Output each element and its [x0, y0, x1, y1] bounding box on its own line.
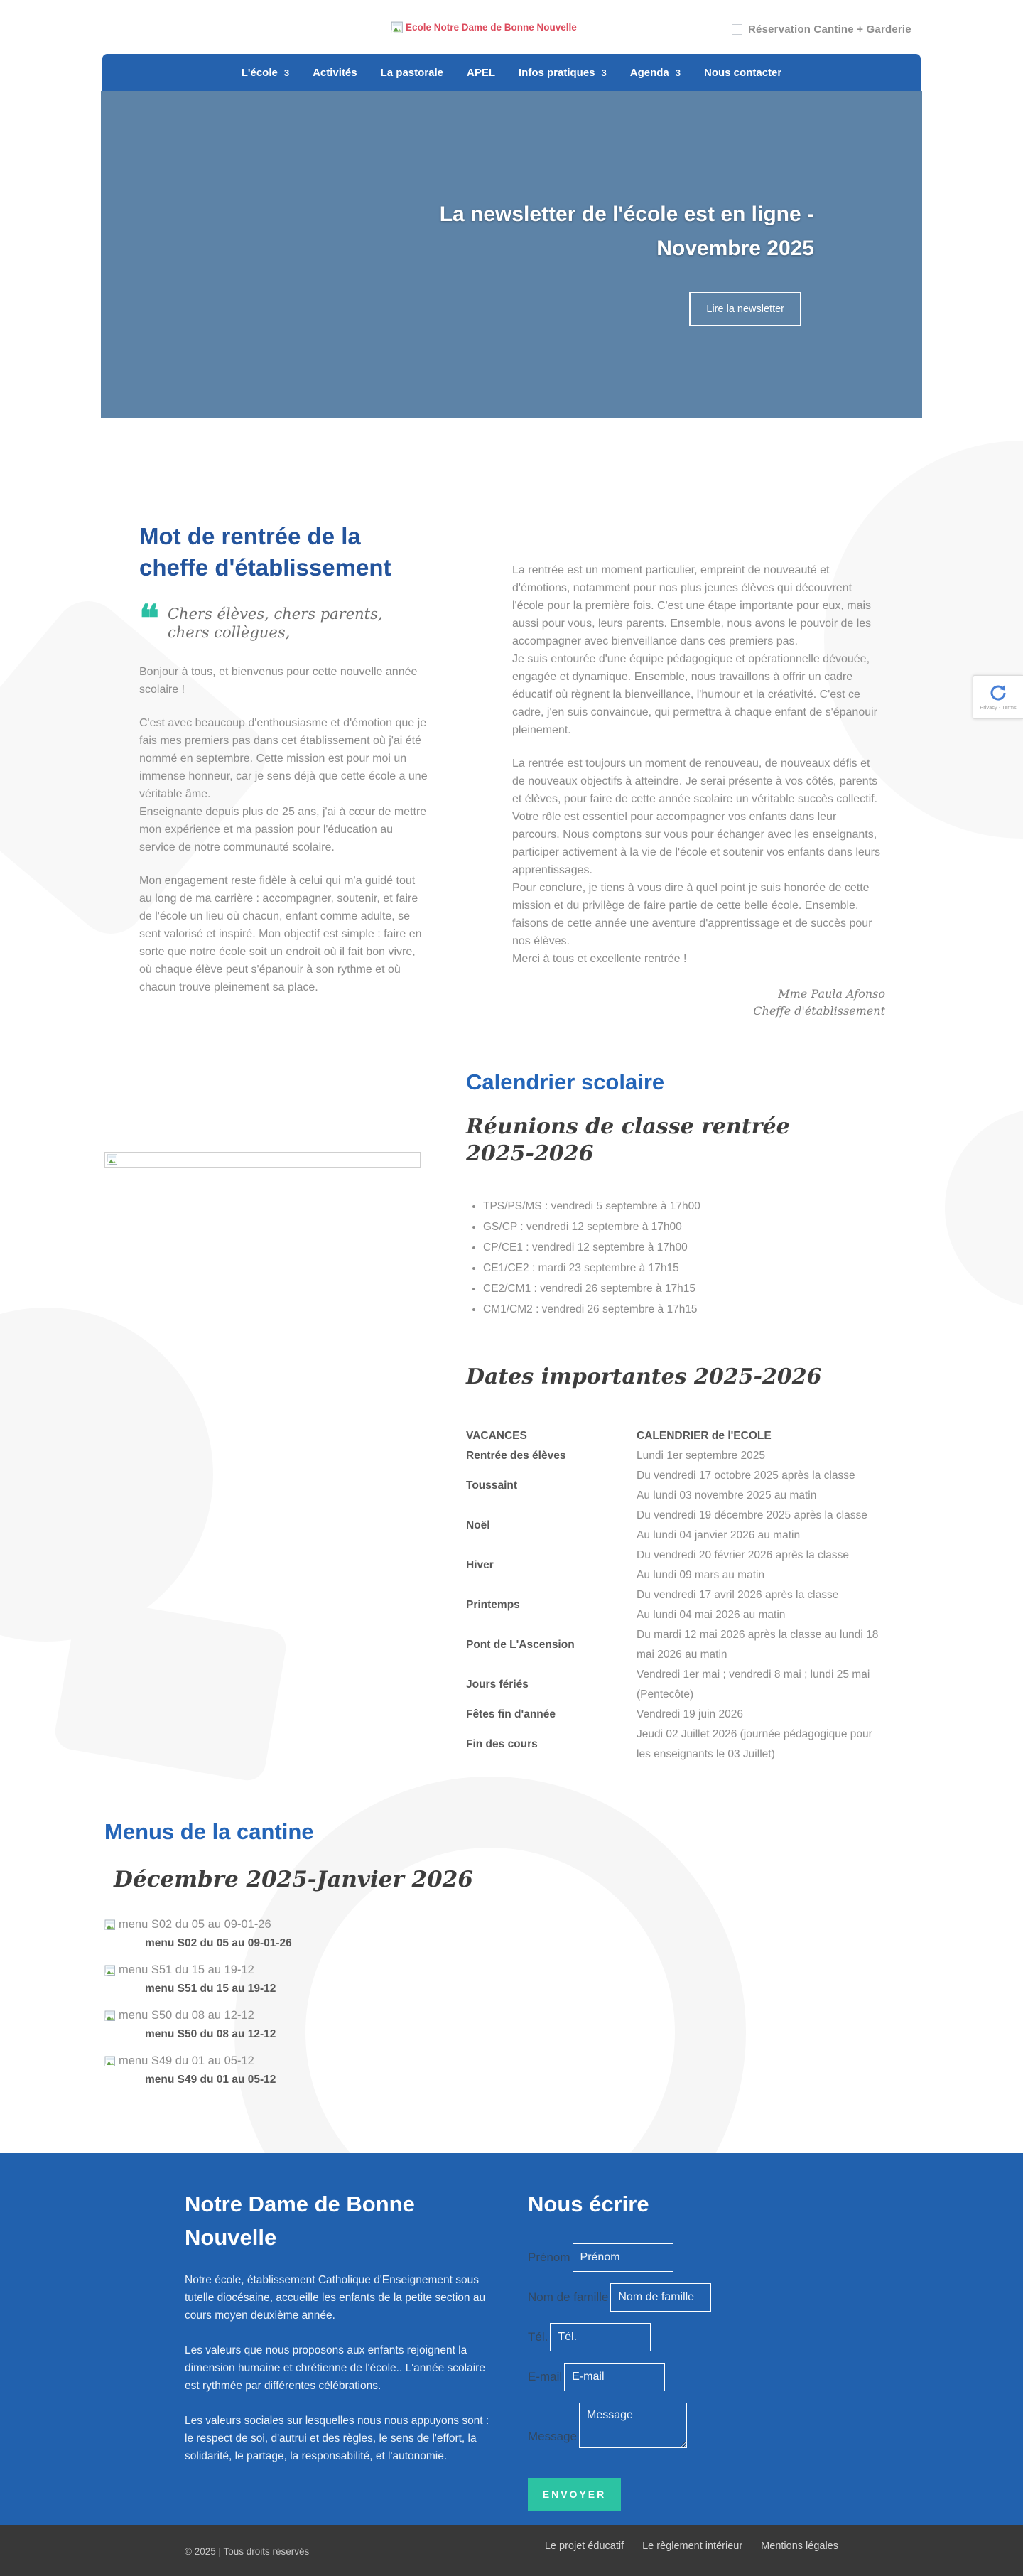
dropdown-caret-icon: 3 [675, 67, 681, 78]
table-row: Pont de L'Ascension Du mardi 12 mai 2026 après la classe au lundi 18 mai 2026 au matin [466, 1629, 879, 1661]
menus-title: Menus de la cantine [104, 1819, 314, 1844]
table-row: Fin des cours Jeudi 02 Juillet 2026 (journée pédagogique pour les enseignants le 03 Juillet) [466, 1728, 872, 1760]
nav-item-activites[interactable]: Activités [313, 66, 357, 79]
menu-caption: menu S51 du 15 au 19-12 [145, 1983, 276, 1995]
form-row [528, 2283, 940, 2312]
form-row [528, 2403, 940, 2448]
dropdown-caret-icon: 3 [601, 67, 607, 78]
list-item: • GS/CP : vendredi 12 septembre à 17h00 [483, 1217, 885, 1237]
paragraph: Notre école, établissement Catholique d'Enseignement sous tutelle diocésaine, accueille les enfants de la petite section au cours moyen deuxième année. [185, 2274, 486, 2322]
nav-item-lecole[interactable]: L'école 3 [241, 66, 290, 79]
decorative-circle [945, 1109, 1023, 1308]
paragraph: C'est avec beaucoup d'enthousiasme et d'émotion que je fais mes premiers pas dans cet établissement où j'ai été nommé en septembre. Cette mission est pour moi un immense honneur, car je sens déjà que cette école a une véritable âme. [139, 717, 428, 800]
contact-form-title: Nous écrire [528, 2192, 649, 2216]
lastname-field[interactable] [610, 2283, 711, 2312]
footer-about-column [185, 2187, 492, 2465]
field-label: Message [528, 2430, 577, 2443]
paragraph: Merci à tous et excellente rentrée ! [512, 953, 687, 965]
form-row [528, 2363, 940, 2391]
menu-pdf-link[interactable]: menu S51 du 15 au 19-12 [104, 1963, 644, 1978]
list-item: • CE2/CM1 : vendredi 26 septembre à 17h15 [483, 1278, 885, 1299]
link-reglement-interieur[interactable]: Le règlement intérieur [642, 2540, 743, 2552]
menu-pdf-link[interactable]: menu S02 du 05 au 09-01-26 [104, 1917, 644, 1932]
broken-image-icon [104, 1919, 116, 1931]
reservation-link[interactable] [732, 23, 911, 36]
hero-banner [101, 91, 922, 418]
list-item: • CP/CE1 : vendredi 12 septembre à 17h00 [483, 1237, 885, 1258]
field-label: Tél. [528, 2330, 548, 2344]
paragraph: Enseignante depuis plus de 25 ans, j'ai à cœur de mettre mon expérience et ma passion pour l'éducation au service de notre communauté scolaire. [139, 806, 427, 853]
paragraph: Mon engagement reste fidèle à celui qui m'a guidé tout au long de ma carrière : accompagner, soutenir, et faire de l'école un lieu où chacun, enfant comme adulte, se sent valorisé et inspiré. Mon objectif est simple : faire en sorte que notre école soit un endroit où il fait bon vivre, où chaque élève peut s'épanouir à son rythme et où chacun trouve pleinement sa place. [139, 875, 422, 993]
dates-table [466, 1426, 885, 1764]
contact-form [528, 2243, 940, 2511]
paragraph: Bonjour à tous, et bienvenus pour cette nouvelle année scolaire ! [139, 666, 418, 696]
dates-title: Dates importantes 2025-2026 [466, 1364, 822, 1389]
recaptcha-badge[interactable] [973, 675, 1023, 719]
menu-pdf-link[interactable]: menu S50 du 08 au 12-12 [104, 2008, 644, 2023]
nav-item-infos-pratiques[interactable]: Infos pratiques 3 [519, 66, 607, 79]
send-button[interactable]: ENVOYER [528, 2478, 621, 2511]
nav-item-nous-contacter[interactable]: Nous contacter [704, 66, 782, 79]
dropdown-caret-icon: 3 [283, 67, 290, 78]
mot-title: Mot de rentrée de la cheffe d'établissement [139, 523, 391, 581]
list-item [104, 2008, 644, 2042]
menu-caption: menu S02 du 05 au 09-01-26 [145, 1937, 292, 1949]
quote-text: Chers élèves, chers parents, chers collègues, [167, 605, 383, 641]
calendrier-section [466, 1069, 885, 1764]
broken-image-icon [104, 2056, 116, 2067]
copyright-text: © 2025 | Tous droits réservés [185, 2546, 310, 2557]
paragraph: Pour conclure, je tiens à vous dire à quel point je suis honorée de cette mission et du privilège de faire partie de cette belle école. Ensemble, faisons de cette année une aventure d'apprentissage et de succès pour nos élèves. [512, 882, 872, 947]
link-projet-educatif[interactable]: Le projet éducatif [544, 2540, 624, 2552]
table-row: Printemps Du vendredi 17 avril 2026 après la classe Au lundi 04 mai 2026 au matin [466, 1589, 839, 1621]
table-row: Fêtes fin d'année Vendredi 19 juin 2026 [466, 1708, 743, 1720]
field-label: Nom de famille [528, 2290, 609, 2304]
bottom-links [545, 2540, 838, 2552]
recaptcha-terms[interactable]: Privacy - Terms [980, 704, 1017, 711]
paragraph: Les valeurs que nous proposons aux enfants rejoignent la dimension humaine et chrétienne de l'école.. L'année scolaire est rythmée par différentes célébrations. [185, 2344, 485, 2392]
list-item: • CM1/CM2 : vendredi 26 septembre à 17h15 [483, 1299, 885, 1320]
table-row: Noël Du vendredi 19 décembre 2025 après la classe Au lundi 04 janvier 2026 au matin [466, 1509, 867, 1541]
menus-subtitle: Décembre 2025-Janvier 2026 [114, 1867, 473, 1892]
footer [0, 2153, 1023, 2525]
field-label: E-mail [528, 2370, 563, 2383]
mot-left-column [139, 521, 428, 1020]
read-newsletter-button[interactable]: Lire la newsletter [689, 292, 801, 326]
message-field[interactable] [579, 2403, 687, 2448]
form-row [528, 2243, 940, 2272]
broken-image-icon [104, 1965, 116, 1976]
table-header-row: VACANCES CALENDRIER de l'ECOLE [466, 1430, 772, 1442]
paragraph: Je suis entourée d'une équipe pédagogique et opérationnelle dévouée, engagée et dynamique. Ensemble, nous travaillons à offrir un cadre éducatif où règnent la bienveillance, l'humour et la créativité. C'est ce cadre, j'en suis convaincue, qui permettra à chaque enfant de s'épanouir pleinement. [512, 653, 877, 736]
table-row: Hiver Du vendredi 20 février 2026 après la classe Au lundi 09 mars au matin [466, 1549, 849, 1581]
reservation-icon [732, 24, 742, 35]
nav-item-pastorale[interactable]: La pastorale [380, 66, 443, 79]
form-row [528, 2323, 940, 2351]
broken-image-icon [391, 21, 404, 34]
menus-section [104, 1819, 644, 2099]
quote-block [139, 597, 428, 642]
recaptcha-icon [990, 684, 1007, 701]
reunions-title: Réunions de classe rentrée 2025-2026 [466, 1114, 790, 1166]
paragraph: Les valeurs sociales sur lesquelles nous nous appuyons sont : le respect de soi, d'autrui et des règles, le sens de l'effort, la solidarité, le partage, la responsabilité, et l'autonomie. [185, 2415, 489, 2462]
footer-title: Notre Dame de Bonne Nouvelle [185, 2192, 415, 2250]
main-navbar [102, 54, 921, 91]
broken-image-icon [104, 2010, 116, 2022]
nav-item-apel[interactable]: APEL [467, 66, 496, 79]
field-label: Prénom [528, 2251, 570, 2264]
menu-pdf-link[interactable]: menu S49 du 01 au 05-12 [104, 2054, 644, 2069]
decorative-rectangle [53, 1596, 289, 1784]
calendrier-title: Calendrier scolaire [466, 1069, 665, 1094]
broken-image-icon [107, 1154, 118, 1165]
paragraph: La rentrée est toujours un moment de renouveau, de nouveaux défis et de nouveaux objectifs à atteindre. Je serai présente à vos côtés, parents et élèves, pour faire de cette année scolaire un véritable succès collectif. Votre rôle est essentiel pour accompagner vos enfants dans leur parcours. Nous comptons sur vous pour échanger avec les enseignants, participer activement à la vie de l'école et soutenir vos enfants dans leurs apprentissages. [512, 758, 880, 876]
table-row: Rentrée des élèves Lundi 1er septembre 2025 [466, 1450, 765, 1462]
signature [512, 986, 885, 1020]
site-logo[interactable] [391, 21, 577, 34]
email-field[interactable] [564, 2363, 665, 2391]
reunions-list [466, 1196, 885, 1320]
calendar-image-placeholder [104, 1152, 421, 1168]
mot-de-rentree-section [139, 521, 885, 1020]
list-item [104, 1917, 644, 1951]
menu-caption: menu S50 du 08 au 12-12 [145, 2028, 276, 2040]
table-row: Toussaint Du vendredi 17 octobre 2025 après la classe Au lundi 03 novembre 2025 au matin [466, 1470, 855, 1502]
signature-name: Mme Paula Afonso [778, 987, 885, 1001]
menu-caption: menu S49 du 01 au 05-12 [145, 2074, 276, 2086]
paragraph: La rentrée est un moment particulier, empreint de nouveauté et d'émotions, notamment pour nos plus jeunes élèves qui découvrent l'école pour la première fois. C'est une étape importante pour eux, mais aussi pour vous, leurs parents. Ensemble, nous avons le pouvoir de les accompagner avec bienveillance dans ces premiers pas. [512, 564, 872, 647]
phone-field[interactable] [550, 2323, 651, 2351]
firstname-field[interactable] [573, 2243, 673, 2272]
footer-contact-column [528, 2187, 940, 2511]
quote-icon: ❝ [139, 597, 159, 640]
menu-list [104, 1917, 644, 2087]
list-item [104, 1963, 644, 1996]
list-item [104, 2054, 644, 2087]
mot-right-column [512, 521, 885, 1020]
hero-title: La newsletter de l'école est en ligne - Novembre 2025 [439, 203, 814, 260]
signature-role: Cheffe d'établissement [753, 1004, 885, 1018]
nav-item-agenda[interactable]: Agenda 3 [629, 66, 681, 79]
link-mentions-legales[interactable]: Mentions légales [761, 2540, 838, 2552]
logo-alt-text: Ecole Notre Dame de Bonne Nouvelle [406, 22, 577, 33]
table-row: Jours fériés Vendredi 1er mai ; vendredi 8 mai ; lundi 25 mai (Pentecôte) [466, 1669, 870, 1701]
bottom-bar [0, 2525, 1023, 2576]
list-item: • CE1/CE2 : mardi 23 septembre à 17h15 [483, 1258, 885, 1278]
decorative-circle [0, 1308, 213, 1642]
list-item: • TPS/PS/MS : vendredi 5 septembre à 17h00 [483, 1196, 885, 1217]
reservation-label: Réservation Cantine + Garderie [748, 23, 911, 36]
